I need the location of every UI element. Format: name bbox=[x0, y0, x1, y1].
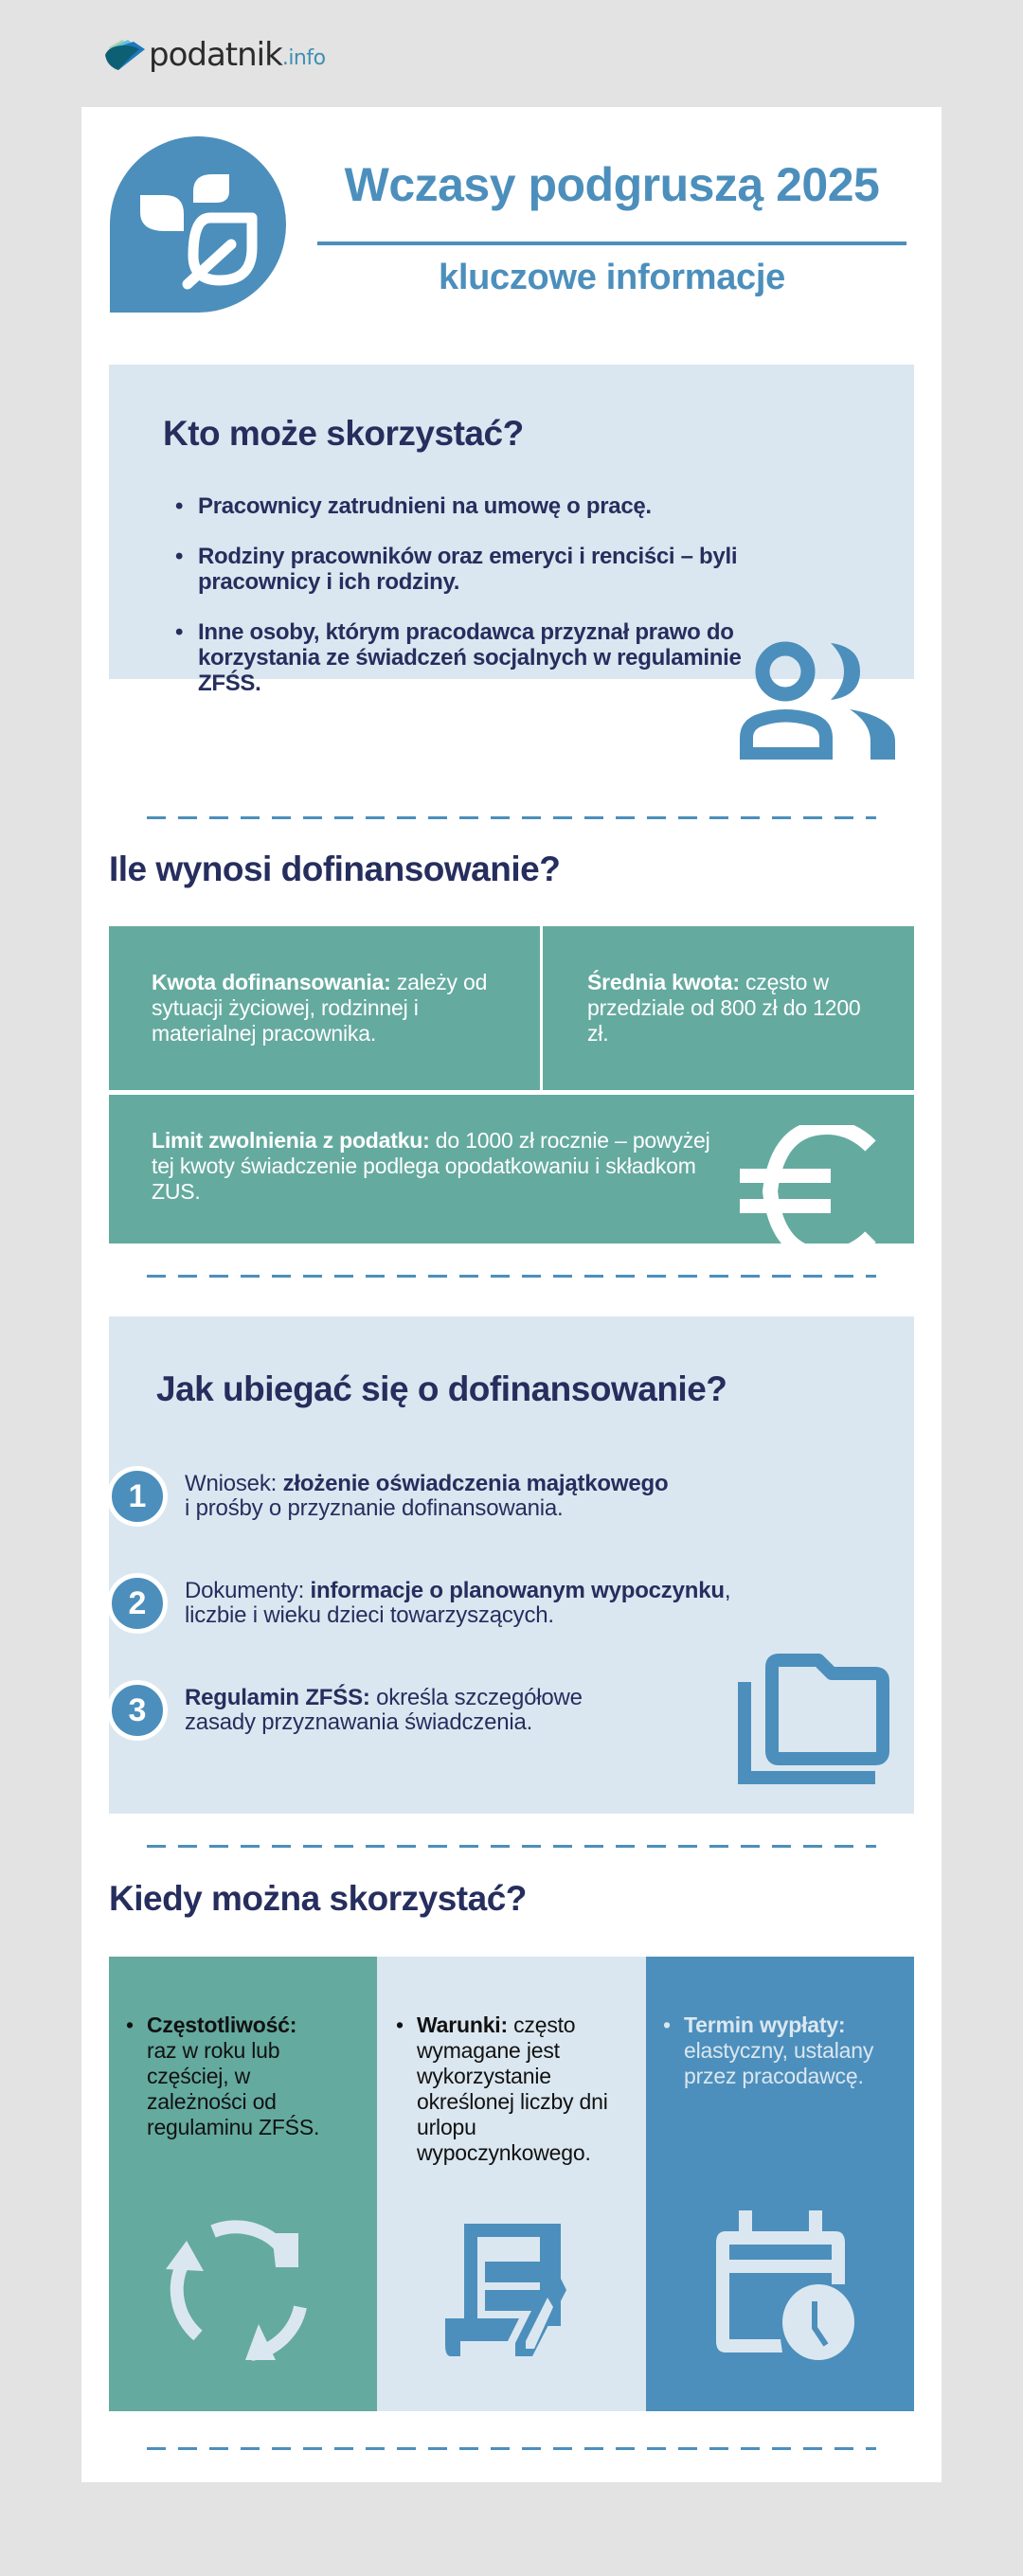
logo-mark-icon bbox=[101, 38, 147, 72]
leaves-icon bbox=[110, 136, 286, 313]
step-text: Dokumenty: informacje o planowanym wypoczynku, liczbie i wieku dzieci towarzyszących. bbox=[185, 1578, 731, 1628]
euro-icon bbox=[740, 1125, 882, 1243]
calendar-clock-icon bbox=[714, 2210, 856, 2362]
folder-icon bbox=[737, 1653, 890, 1785]
section-divider bbox=[147, 816, 876, 819]
recycle-icon bbox=[166, 2212, 317, 2364]
when-column-frequency bbox=[109, 1957, 377, 2411]
logo-tld: .info bbox=[281, 46, 326, 70]
amount-box-1-text: Kwota dofinansowania: zależy od sytuacji życiowej, rodzinnej i materialnej pracownika. bbox=[152, 970, 488, 1046]
step-text: Regulamin ZFŚS: określa szczegółowe zasady przyznawania świadczenia. bbox=[185, 1685, 583, 1735]
step-2 bbox=[107, 1573, 789, 1634]
who-list bbox=[175, 493, 763, 721]
when-column-conditions bbox=[377, 1957, 646, 2411]
when-heading: Kiedy można skorzystać? bbox=[109, 1879, 527, 1918]
document-edit-icon bbox=[445, 2224, 578, 2356]
who-heading: Kto może skorzystać? bbox=[163, 414, 524, 453]
amount-box-3-label: Limit zwolnienia z podatku: bbox=[152, 1128, 430, 1153]
frequency-text: • Częstotliwość: raz w roku lub częściej, w zależności od regulaminu ZFŚS. bbox=[126, 2012, 353, 2140]
conditions-text: • Warunki: często wymagane jest wykorzystanie określonej liczby dni urlopu wypoczynkowego. bbox=[396, 2012, 633, 2166]
step-3 bbox=[107, 1680, 637, 1741]
amount-box-2-label: Średnia kwota: bbox=[587, 970, 740, 994]
amount-heading: Ile wynosi dofinansowanie? bbox=[109, 850, 561, 888]
page-subtitle: kluczowe informacje bbox=[439, 258, 785, 297]
step-number: 3 bbox=[107, 1680, 168, 1741]
amount-box-1-label: Kwota dofinansowania: bbox=[152, 970, 391, 994]
list-item: • Pracownicy zatrudnieni na umowę o pracę. bbox=[175, 493, 763, 519]
brand-logo[interactable] bbox=[101, 36, 326, 74]
apply-heading: Jak ubiegać się o dofinansowanie? bbox=[156, 1369, 727, 1408]
section-divider bbox=[147, 1275, 876, 1278]
amount-box-2-text: Średnia kwota: często w przedziale od 800 zł do 1200 zł. bbox=[587, 970, 861, 1046]
section-divider bbox=[147, 2447, 876, 2450]
list-item: • Inne osoby, którym pracodawca przyznał prawo do korzystania ze świadczeń socjalnych w regulaminie ZFŚS. bbox=[175, 619, 763, 696]
when-column-payment bbox=[646, 1957, 914, 2411]
step-text: Wniosek: złożenie oświadczenia majątkowego i prośby o przyznanie dofinansowania. bbox=[185, 1471, 669, 1521]
page-title: Wczasy podgruszą 2025 bbox=[344, 158, 880, 211]
amount-box-3-text: Limit zwolnienia z podatku: do 1000 zł rocznie – powyżej tej kwoty świadczenie podlega opodatkowaniu i składkom ZUS. bbox=[152, 1128, 710, 1204]
step-number: 1 bbox=[107, 1466, 168, 1527]
people-icon bbox=[732, 641, 898, 761]
logo-text: podatnik bbox=[149, 36, 282, 74]
step-number: 2 bbox=[107, 1573, 168, 1634]
section-divider bbox=[147, 1845, 876, 1848]
list-item: • Rodziny pracowników oraz emeryci i renciści – byli pracownicy i ich rodziny. bbox=[175, 544, 763, 595]
step-1 bbox=[107, 1466, 751, 1527]
title-divider bbox=[317, 242, 906, 245]
payment-text: • Termin wypłaty: elastyczny, ustalany przez pracodawcę. bbox=[663, 2012, 890, 2089]
